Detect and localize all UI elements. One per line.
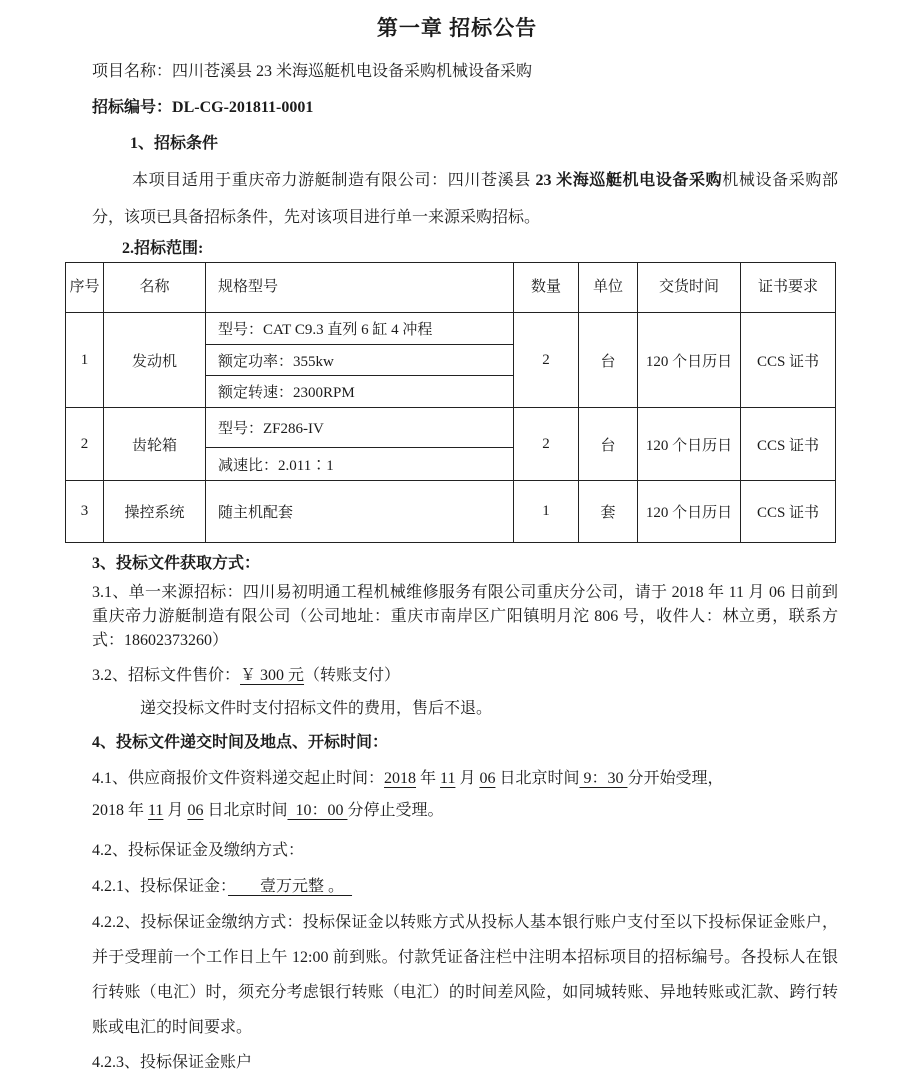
cell-unit-control: 套 bbox=[579, 481, 638, 543]
end-day-underlined: 06 bbox=[187, 802, 204, 819]
clause-3-2-suffix: （转账支付） bbox=[304, 667, 401, 684]
clause-4-2-1 bbox=[92, 869, 838, 905]
page-title: 第一章 招标公告 bbox=[376, 16, 538, 40]
cell-seq-1: 1 bbox=[66, 313, 104, 408]
clause-3-1: 3.1、单一来源招标：四川易初明通工程机械维修服务有限公司重庆分公司，请于 2018 年 11 月 06 日前到重庆帝力游艇制造有限公司（公司地址：重庆市南岸区广阳镇明月沱 806 号，收件人：林立勇，联系方式：18602373260） bbox=[92, 584, 838, 649]
cell-qty-gearbox: 2 bbox=[514, 408, 579, 481]
clause-3-2-label: 3.2、招标文件售价： bbox=[92, 667, 241, 684]
cell-spec-gearbox-ratio: 减速比：2.011∶1 bbox=[206, 448, 514, 481]
start-day-underlined: 06 bbox=[479, 770, 496, 787]
document-price-underlined: ￥ 300 元 bbox=[240, 667, 305, 684]
cell-delivery-gearbox: 120 个日历日 bbox=[638, 408, 741, 481]
scope-table bbox=[65, 262, 836, 543]
column-header-seq: 序号 bbox=[66, 263, 104, 313]
table-row-engine bbox=[66, 313, 836, 345]
cell-seq-3: 3 bbox=[66, 481, 104, 543]
section-2-heading: 2.招标范围: bbox=[122, 240, 204, 257]
clause-4-1-label: 4.1、供应商报价文件资料递交起止时间： bbox=[92, 770, 385, 787]
section-3-heading: 3、投标文件获取方式： bbox=[92, 555, 261, 572]
start-time-underlined: 9：30 bbox=[579, 770, 628, 787]
section-1-text-pre: 本项目适用于重庆帝力游艇制造有限公司：四川苍溪县 bbox=[132, 172, 536, 189]
clause-4-2-3: 4.2.3、投标保证金账户 bbox=[92, 1054, 253, 1071]
project-name-value: 四川苍溪县 23 米海巡艇机电设备采购机械设备采购 bbox=[172, 63, 533, 80]
cell-qty-control: 1 bbox=[514, 481, 579, 543]
end-time-underlined: 10：00 bbox=[287, 802, 348, 819]
cell-spec-engine-model: 型号：CAT C9.3 直列 6 缸 4 冲程 bbox=[206, 313, 514, 345]
table-row-gearbox bbox=[66, 408, 836, 448]
start-year-underlined: 2018 bbox=[384, 770, 417, 787]
bid-number-value: DL-CG-201811-0001 bbox=[172, 99, 314, 116]
cell-spec-control: 随主机配套 bbox=[206, 481, 514, 543]
cell-spec-engine-power: 额定功率：355kw bbox=[206, 345, 514, 376]
cell-name-engine: 发动机 bbox=[104, 313, 206, 408]
clause-4-2-2: 4.2.2、投标保证金缴纳方式：投标保证金以转账方式从投标人基本银行账户支付至以下投标保证金账户，并于受理前一个工作日上午 12:00 前到账。付款凭证备注栏中注明本招标项目的招标编号。各投标人在银行转账（电汇）时，须充分考虑银行转账（电汇）的时间差风险，如同城转账、异地转账或汇款、跨行转账或电汇的时间要求。 bbox=[92, 914, 838, 1036]
cell-seq-2: 2 bbox=[66, 408, 104, 481]
clause-4-1 bbox=[92, 763, 838, 827]
stop-accept-text: 分停止受理。 bbox=[347, 802, 444, 819]
project-name-label: 项目名称： bbox=[92, 63, 173, 80]
cell-spec-gearbox-model: 型号：ZF286-IV bbox=[206, 408, 514, 448]
cell-spec-engine-rpm: 额定转速：2300RPM bbox=[206, 376, 514, 408]
section-1-paragraph bbox=[92, 162, 838, 236]
month-suffix: 月 bbox=[455, 770, 480, 787]
cell-cert-gearbox: CCS 证书 bbox=[741, 408, 836, 481]
clause-3-2 bbox=[92, 659, 838, 692]
cell-unit-engine: 台 bbox=[579, 313, 638, 408]
section-1-text-post: 机械设备采购部分，该项已具备招标条件，先对该项目进行单一来源采购招标。 bbox=[92, 172, 838, 226]
end-beijing-time-text: 日北京时间 bbox=[203, 802, 288, 819]
section-4-heading: 4、投标文件递交时间及地点、开标时间： bbox=[92, 734, 389, 751]
clause-4-2: 4.2、投标保证金及缴纳方式： bbox=[92, 842, 305, 859]
beijing-time-text: 日北京时间 bbox=[495, 770, 580, 787]
section-1-heading: 1、招标条件 bbox=[130, 135, 219, 152]
start-month-underlined: 11 bbox=[440, 770, 456, 787]
cell-cert-control: CCS 证书 bbox=[741, 481, 836, 543]
table-header-row bbox=[66, 263, 836, 313]
column-header-unit: 单位 bbox=[579, 263, 638, 313]
end-month-underlined: 11 bbox=[148, 802, 164, 819]
column-header-spec: 规格型号 bbox=[206, 263, 514, 313]
start-accept-text: 分开始受理， bbox=[627, 770, 724, 787]
end-month-suffix: 月 bbox=[163, 802, 188, 819]
bid-number-line bbox=[92, 90, 838, 126]
cell-name-gearbox: 齿轮箱 bbox=[104, 408, 206, 481]
cell-unit-gearbox: 台 bbox=[579, 408, 638, 481]
section-1-text-bold: 23 米海巡艇机电设备采购 bbox=[535, 172, 723, 189]
year-suffix: 年 bbox=[416, 770, 441, 787]
project-name-line bbox=[92, 54, 838, 90]
column-header-name: 名称 bbox=[104, 263, 206, 313]
table-row-control-system bbox=[66, 481, 836, 543]
column-header-delivery: 交货时间 bbox=[638, 263, 741, 313]
end-year-text: 2018 年 bbox=[92, 802, 149, 819]
clause-4-2-1-label: 4.2.1、投标保证金： bbox=[92, 878, 229, 895]
cell-delivery-engine: 120 个日历日 bbox=[638, 313, 741, 408]
bid-number-label: 招标编号： bbox=[92, 99, 173, 116]
deposit-amount-underlined: 壹万元整 。 bbox=[228, 878, 353, 895]
column-header-qty: 数量 bbox=[514, 263, 579, 313]
cell-delivery-control: 120 个日历日 bbox=[638, 481, 741, 543]
cell-cert-engine: CCS 证书 bbox=[741, 313, 836, 408]
column-header-cert: 证书要求 bbox=[741, 263, 836, 313]
cell-qty-engine: 2 bbox=[514, 313, 579, 408]
cell-name-control: 操控系统 bbox=[104, 481, 206, 543]
doc-fee-note: 递交投标文件时支付招标文件的费用，售后不退。 bbox=[140, 700, 493, 717]
